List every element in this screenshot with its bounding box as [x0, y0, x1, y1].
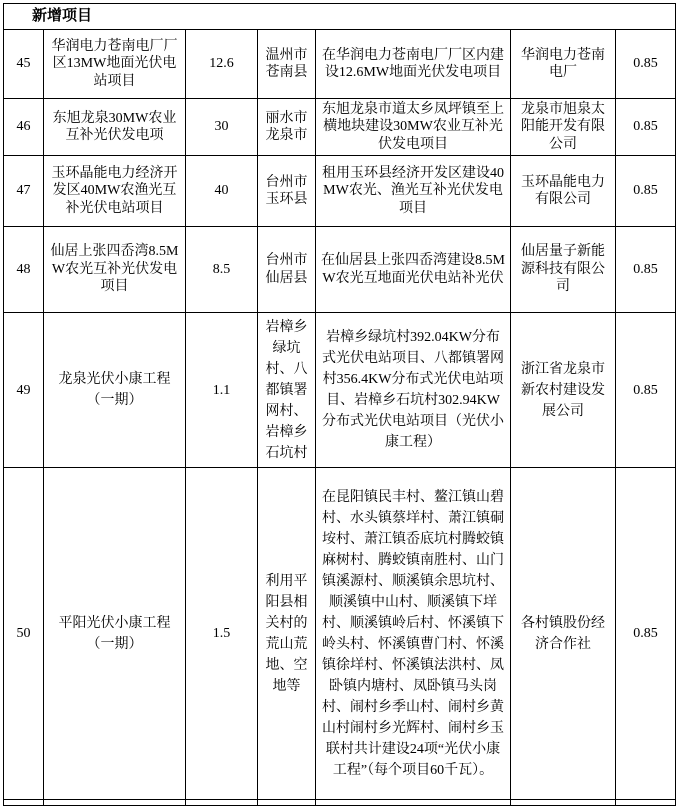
cell-description: 岩樟乡绿坑村392.04KW分布式光伏电站项目、八都镇署网村356.4KW分布式光伏电站项目、岩樟乡石坑村302.94KW分布式光伏电站项目（光伏小康工程）: [316, 313, 511, 468]
cell-location: 岩樟乡绿坑村、八都镇署网村、岩樟乡石坑村: [258, 313, 316, 468]
table-row: [4, 156, 676, 227]
cell-owner-company: 仙居量子新能源科技有限公司: [511, 227, 616, 313]
cell-row-number: 48: [4, 227, 44, 313]
cell-owner-company: 玉环晶能电力有限公司: [511, 156, 616, 227]
cell-capacity-mw: 1.5: [186, 468, 258, 800]
table-row: [4, 313, 676, 468]
cell-description: 在仙居县上张四岙湾建设8.5MW农光互地面光伏电站补光伏: [316, 227, 511, 313]
cell-row-number: 50: [4, 468, 44, 800]
cell-row-number: 49: [4, 313, 44, 468]
cell-rate: 0.85: [616, 313, 676, 468]
cell-owner-company: 各村镇股份经济合作社: [511, 468, 616, 800]
cell-project-name: 东旭龙泉30MW农业互补光伏发电项: [44, 99, 186, 156]
cell-project-name: 华润电力苍南电厂厂区13MW地面光伏电站项目: [44, 30, 186, 99]
cell-owner-company: 龙泉市旭泉太阳能开发有限公司: [511, 99, 616, 156]
document-page: [3, 3, 676, 806]
cell-row-number: 45: [4, 30, 44, 99]
cell-rate: 0.85: [616, 99, 676, 156]
cell-location: 台州市玉环县: [258, 156, 316, 227]
section-header-title: 新增项目: [4, 4, 676, 30]
cell-row-number: 46: [4, 99, 44, 156]
cell-location: 利用平阳县相关村的荒山荒地、空地等: [258, 468, 316, 800]
cell-capacity-mw: 30: [186, 99, 258, 156]
cell-location: 丽水市龙泉市: [258, 99, 316, 156]
table-row: [4, 99, 676, 156]
cell-location: 温州市苍南县: [258, 30, 316, 99]
cell-project-name: 平阳光伏小康工程（一期）: [44, 468, 186, 800]
cell-rate: 0.85: [616, 156, 676, 227]
cell-project-name: 玉环晶能电力经济开发区40MW农渔光互补光伏电站项目: [44, 156, 186, 227]
cell-owner-company: 浙江省龙泉市新农村建设发展公司: [511, 313, 616, 468]
cell-capacity-mw: 8.5: [186, 227, 258, 313]
cell-description: 租用玉环县经济开发区建设40MW农光、渔光互补光伏发电项目: [316, 156, 511, 227]
cell-location: 台州市仙居县: [258, 227, 316, 313]
cell-rate: 0.85: [616, 468, 676, 800]
table-row: [4, 468, 676, 800]
table-row: [4, 227, 676, 313]
cell-description: 在华润电力苍南电厂厂区内建设12.6MW地面光伏发电项目: [316, 30, 511, 99]
section-header-row: [4, 4, 676, 30]
new-projects-table: [3, 3, 676, 806]
cell-owner-company: 华润电力苍南电厂: [511, 30, 616, 99]
cell-capacity-mw: 1.1: [186, 313, 258, 468]
cell-description: 东旭龙泉市道太乡凤坪镇至上横地块建设30MW农业互补光伏发电项目: [316, 99, 511, 156]
table-row: [4, 30, 676, 99]
cell-capacity-mw: 12.6: [186, 30, 258, 99]
cell-project-name: 龙泉光伏小康工程（一期）: [44, 313, 186, 468]
cell-row-number: 47: [4, 156, 44, 227]
cell-capacity-mw: 40: [186, 156, 258, 227]
cell-project-name: 仙居上张四岙湾8.5MW农光互补光伏发电项目: [44, 227, 186, 313]
cell-rate: 0.85: [616, 227, 676, 313]
cell-rate: 0.85: [616, 30, 676, 99]
cell-description: 在昆阳镇民丰村、鳌江镇山碧村、水头镇蔡垟村、萧江镇硐垵村、萧江镇岙底坑村腾蛟镇麻树村、腾蛟镇南胜村、山门镇溪源村、顺溪镇余思坑村、顺溪镇中山村、顺溪镇下垟村、顺溪镇岭后村、怀溪镇下岭头村、怀溪镇曹门村、怀溪镇徐垟村、怀溪镇法洪村、凤卧镇内塘村、凤卧镇马头岗村、闹村乡季山村、闹村乡黄山村闹村乡光辉村、闹村乡玉联村共计建设24项“光伏小康工程”（每个项目60千瓦）。: [316, 468, 511, 800]
